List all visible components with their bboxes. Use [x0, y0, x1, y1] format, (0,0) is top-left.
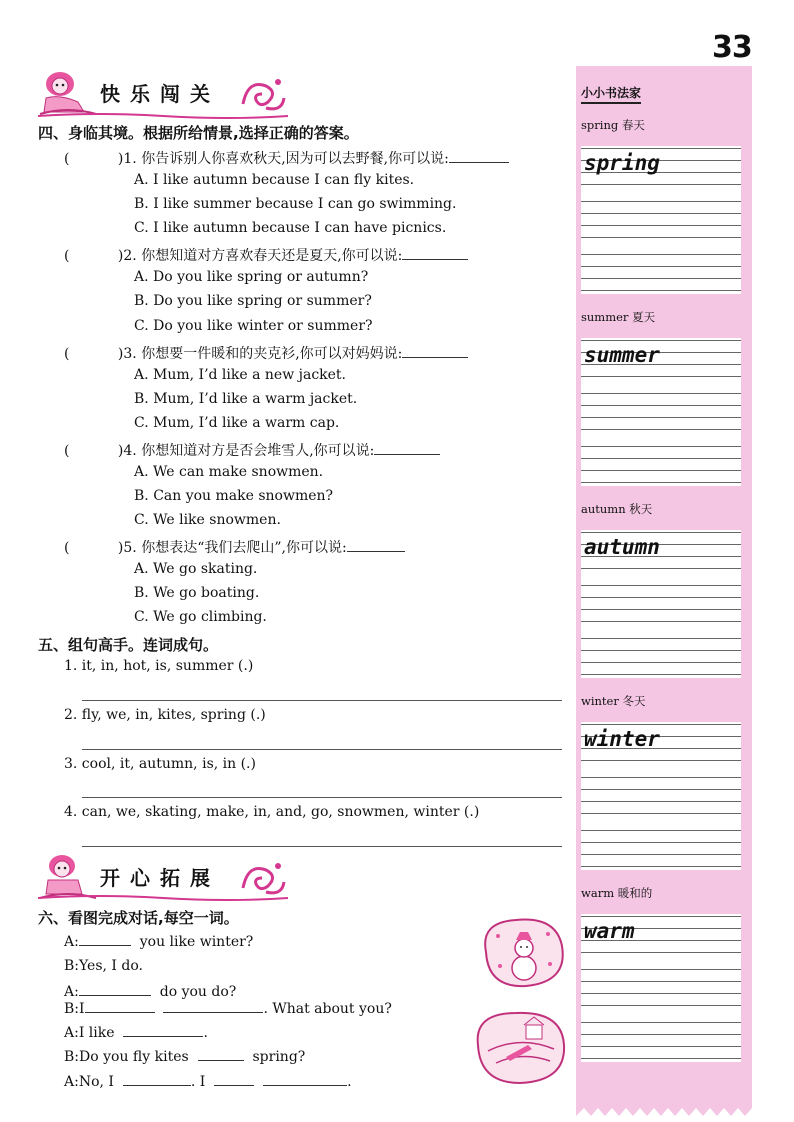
practice-label-spring: spring 春天 — [581, 118, 645, 132]
dialog-text: you like winter? — [139, 934, 254, 950]
dialog-line-7 — [64, 1073, 352, 1090]
practice-label-summer: summer 夏天 — [581, 310, 656, 324]
answer-line-1[interactable] — [82, 700, 562, 701]
option-c[interactable]: C. We like snowmen. — [134, 512, 281, 528]
answer-blank[interactable] — [449, 150, 509, 163]
option-a[interactable]: A. I like autumn because I can fly kites. — [134, 172, 415, 188]
snowman-illustration-icon — [476, 912, 568, 992]
answer-line-2[interactable] — [82, 749, 562, 750]
dialog-line-3 — [64, 983, 236, 1000]
question-1 — [64, 148, 509, 168]
practice-label-autumn: autumn 秋天 — [581, 502, 653, 516]
option-c[interactable]: C. Do you like winter or summer? — [134, 318, 373, 334]
speaker: A:I like — [64, 1025, 115, 1041]
question-text: )2. 你想知道对方喜欢春天还是夏天,你可以说: — [117, 248, 403, 264]
speaker: A:No, I — [64, 1074, 114, 1090]
panel-zigzag-edge — [576, 1100, 752, 1116]
question-text: )4. 你想知道对方是否会堆雪人,你可以说: — [117, 443, 375, 459]
dialog-text: . I — [190, 1074, 206, 1090]
dialog-blank[interactable] — [123, 1073, 191, 1086]
question-5 — [64, 537, 405, 557]
option-b[interactable]: B. Do you like spring or summer? — [134, 293, 372, 309]
answer-line-3[interactable] — [82, 797, 562, 798]
banner-happy-challenge — [38, 68, 288, 118]
dialog-line-5 — [64, 1024, 208, 1041]
answer-paren[interactable]: ( — [64, 151, 70, 167]
dialog-text: do you do? — [159, 984, 237, 1000]
dialog-text: spring? — [252, 1049, 306, 1065]
option-a[interactable]: A. Mum, I’d like a new jacket. — [134, 367, 347, 383]
dialog-line-6 — [64, 1048, 305, 1065]
speaker: A: — [64, 934, 79, 950]
banner-underline — [38, 112, 288, 120]
dialog-blank[interactable] — [214, 1073, 254, 1086]
answer-blank[interactable] — [347, 539, 405, 552]
option-c[interactable]: C. I like autumn because I can have picnics. — [134, 220, 447, 236]
sentence-item-4: 4. can, we, skating, make, in, and, go, snowmen, winter (.) — [64, 804, 480, 820]
practice-box-warm[interactable] — [581, 914, 741, 1062]
section6-title: 六、看图完成对话,每空一词。 — [38, 909, 239, 927]
practice-box-winter[interactable] — [581, 722, 741, 870]
banner-title: 快乐闯关 — [100, 82, 220, 106]
dialog-blank[interactable] — [79, 983, 151, 996]
dialog-blank[interactable] — [263, 1073, 347, 1086]
practice-box-summer[interactable] — [581, 338, 741, 486]
question-text: )5. 你想表达“我们去爬山”,你可以说: — [117, 540, 347, 556]
question-text: )3. 你想要一件暖和的夹克衫,你可以对妈妈说: — [117, 346, 403, 362]
option-a[interactable]: A. We can make snowmen. — [134, 464, 324, 480]
practice-word: winter — [584, 727, 660, 751]
banner-happy-extension — [38, 852, 288, 902]
option-a[interactable]: A. Do you like spring or autumn? — [134, 269, 369, 285]
speaker: A: — [64, 984, 79, 1000]
swirl-ornament-icon — [238, 74, 288, 116]
sentence-item-2: 2. fly, we, in, kites, spring (.) — [64, 707, 266, 723]
banner-title: 开心拓展 — [100, 866, 220, 890]
dialog-blank[interactable] — [198, 1048, 244, 1061]
answer-paren[interactable]: ( — [64, 540, 70, 556]
dialog-blank[interactable] — [79, 933, 131, 946]
practice-word: warm — [584, 919, 635, 943]
practice-label-winter: winter 冬天 — [581, 694, 646, 708]
option-b[interactable]: B. I like summer because I can go swimming. — [134, 196, 457, 212]
dialog-text: . What about you? — [263, 1001, 392, 1017]
banner-underline — [38, 894, 288, 902]
option-b[interactable]: B. Mum, I’d like a warm jacket. — [134, 391, 358, 407]
dialog-line-1 — [64, 933, 253, 950]
speaker: B:I — [64, 1001, 85, 1017]
dialog-text: . — [203, 1025, 208, 1041]
question-3 — [64, 343, 468, 363]
practice-box-spring[interactable] — [581, 146, 741, 294]
answer-blank[interactable] — [402, 345, 468, 358]
cartoon-girl-icon — [38, 68, 98, 118]
skating-illustration-icon — [470, 1005, 570, 1087]
sentence-item-3: 3. cool, it, autumn, is, in (.) — [64, 756, 256, 772]
option-a[interactable]: A. We go skating. — [134, 561, 258, 577]
option-c[interactable]: C. Mum, I’d like a warm cap. — [134, 415, 340, 431]
answer-paren[interactable]: ( — [64, 443, 70, 459]
practice-label-warm: warm 暖和的 — [581, 886, 653, 900]
option-c[interactable]: C. We go climbing. — [134, 609, 267, 625]
option-b[interactable]: B. Can you make snowmen? — [134, 488, 334, 504]
answer-blank[interactable] — [374, 442, 440, 455]
practice-word: summer — [584, 343, 660, 367]
dialog-blank[interactable] — [123, 1024, 203, 1037]
section5-title: 五、组句高手。连词成句。 — [38, 636, 219, 654]
dialog-line-2: B:Yes, I do. — [64, 958, 143, 974]
dialog-blank[interactable] — [85, 1000, 155, 1013]
page-number: 33 — [712, 30, 752, 65]
section4-title: 四、身临其境。根据所给情景,选择正确的答案。 — [38, 124, 359, 142]
speaker: B:Do you fly kites — [64, 1049, 189, 1065]
answer-blank[interactable] — [402, 247, 468, 260]
question-2 — [64, 245, 468, 265]
dialog-text: . — [347, 1074, 352, 1090]
practice-title: 小小书法家 — [581, 84, 641, 104]
dialog-blank[interactable] — [163, 1000, 263, 1013]
answer-paren[interactable]: ( — [64, 346, 70, 362]
question-4 — [64, 440, 440, 460]
practice-word: spring — [584, 151, 660, 175]
sentence-item-1: 1. it, in, hot, is, summer (.) — [64, 658, 254, 674]
answer-line-4[interactable] — [82, 846, 562, 847]
practice-word: autumn — [584, 535, 660, 559]
question-text: )1. 你告诉别人你喜欢秋天,因为可以去野餐,你可以说: — [117, 151, 449, 167]
option-b[interactable]: B. We go boating. — [134, 585, 260, 601]
answer-paren[interactable]: ( — [64, 248, 70, 264]
dialog-line-4 — [64, 1000, 392, 1017]
practice-box-autumn[interactable] — [581, 530, 741, 678]
